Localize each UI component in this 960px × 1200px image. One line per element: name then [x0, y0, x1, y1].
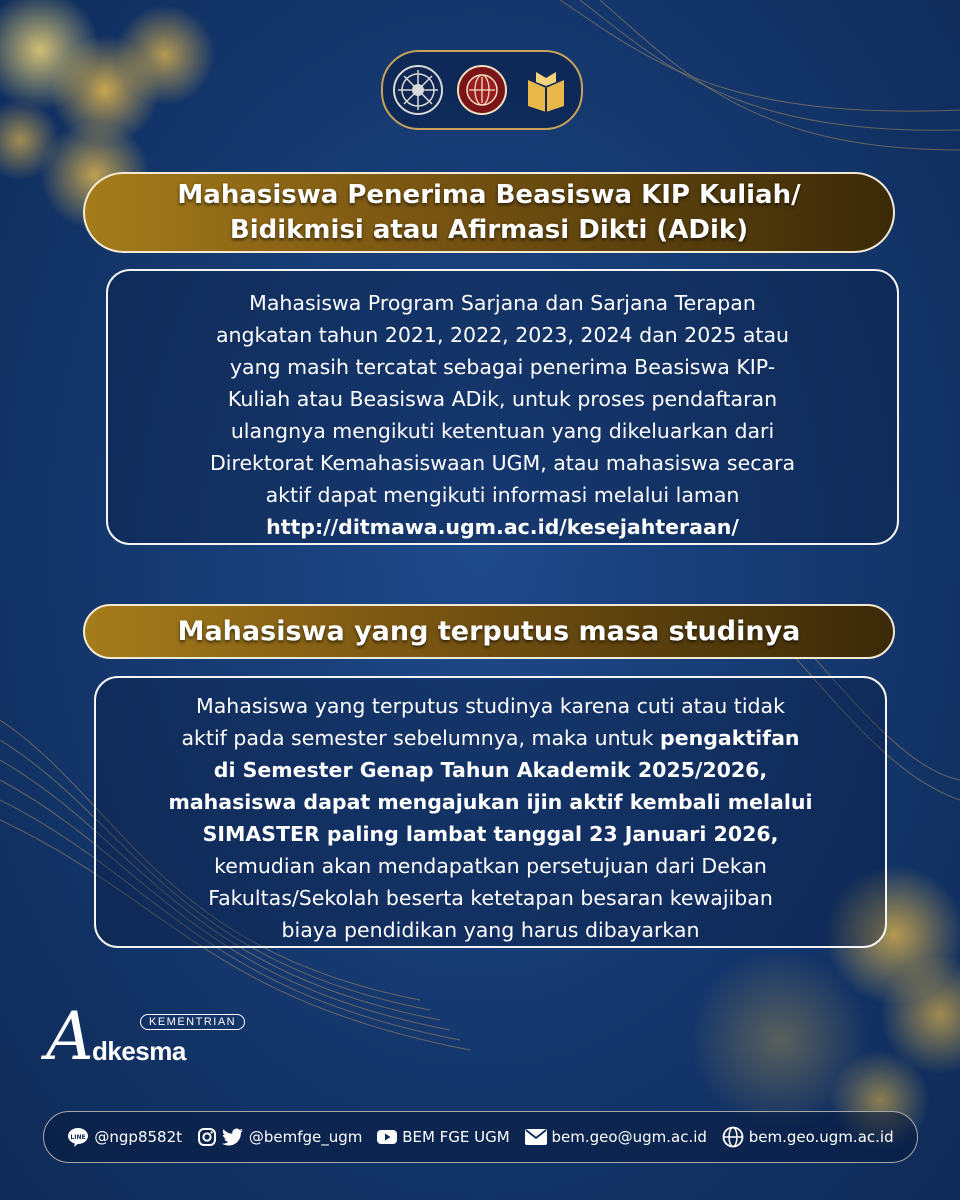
body-line	[106, 722, 875, 754]
email-address: bem.geo@ugm.ac.id	[551, 1128, 707, 1146]
body-line: Direktorat Kemahasiswaan UGM, atau mahasiswa secara	[209, 451, 796, 475]
body-line: Mahasiswa yang terputus studinya karena cuti atau tidak	[196, 694, 785, 718]
body-line: biaya pendidikan yang harus dibayarkan	[281, 918, 700, 942]
line-icon	[67, 1127, 89, 1147]
youtube-icon	[377, 1129, 397, 1145]
social-handle: @bemfge_ugm	[248, 1128, 363, 1146]
body-bold-line: SIMASTER paling lambat tanggal 23 Januari 2026,	[202, 822, 779, 846]
globe-icon	[722, 1126, 744, 1148]
section2-body	[94, 676, 887, 948]
body-bold-line: di Semester Genap Tahun Akademik 2025/2026,	[213, 758, 768, 782]
section1-body	[106, 269, 899, 545]
svg-text:LINE: LINE	[70, 1134, 86, 1141]
body-bold-text: pengaktifan	[660, 726, 800, 750]
body-text: aktif pada semester sebelumnya, maka untuk	[181, 726, 661, 750]
body-line: Mahasiswa Program Sarjana dan Sarjana Terapan	[249, 291, 756, 315]
website-url: bem.geo.ugm.ac.id	[748, 1128, 894, 1146]
brand-top-label: KEMENTRIAN	[140, 1014, 245, 1030]
logo-bar	[381, 50, 583, 130]
footer-line[interactable]	[67, 1127, 182, 1147]
body-line: Kuliah atau Beasiswa ADik, untuk proses pendaftaran	[227, 387, 778, 411]
youtube-channel: BEM FGE UGM	[402, 1128, 510, 1146]
section1-title-line1: Mahasiswa Penerima Beasiswa KIP Kuliah/	[177, 179, 801, 210]
adkesma-book-logo-icon	[520, 64, 572, 116]
mail-icon	[525, 1129, 547, 1145]
line-id: @ngp8582t	[94, 1128, 183, 1146]
brand-initial: A	[46, 998, 94, 1075]
twitter-icon	[222, 1127, 244, 1147]
body-line: aktif dapat mengikuti informasi melalui laman	[265, 483, 740, 507]
ugm-seal-icon	[392, 64, 444, 116]
footer-email[interactable]	[525, 1128, 707, 1146]
body-line: yang masih tercatat sebagai penerima Beasiswa KIP-	[229, 355, 776, 379]
brand-rest: dkesma	[92, 1036, 186, 1066]
footer-contacts	[43, 1111, 918, 1163]
bem-geografi-logo-icon	[456, 64, 508, 116]
body-line: angkatan tahun 2021, 2022, 2023, 2024 dan 2025 atau	[215, 323, 790, 347]
instagram-icon	[197, 1127, 217, 1147]
body-line: kemudian akan mendapatkan persetujuan dari Dekan	[214, 854, 767, 878]
footer-youtube[interactable]	[377, 1128, 510, 1146]
body-line: ulangnya mengikuti ketentuan yang dikeluarkan dari	[230, 419, 775, 443]
ditmawa-link[interactable]: http://ditmawa.ugm.ac.id/kesejahteraan/	[266, 515, 739, 539]
footer-website[interactable]	[722, 1126, 894, 1148]
section2-title	[83, 604, 895, 659]
body-bold-line: mahasiswa dapat mengajukan ijin aktif kembali melalui	[168, 790, 813, 814]
section1-title-line2: Bidikmisi atau Afirmasi Dikti (ADik)	[229, 214, 749, 245]
body-line: Fakultas/Sekolah beserta ketetapan besaran kewajiban	[208, 886, 773, 910]
adkesma-brand-logo	[46, 998, 256, 1075]
section1-title	[83, 172, 895, 253]
section2-title-text: Mahasiswa yang terputus masa studinya	[177, 616, 801, 647]
footer-social[interactable]	[197, 1127, 363, 1147]
